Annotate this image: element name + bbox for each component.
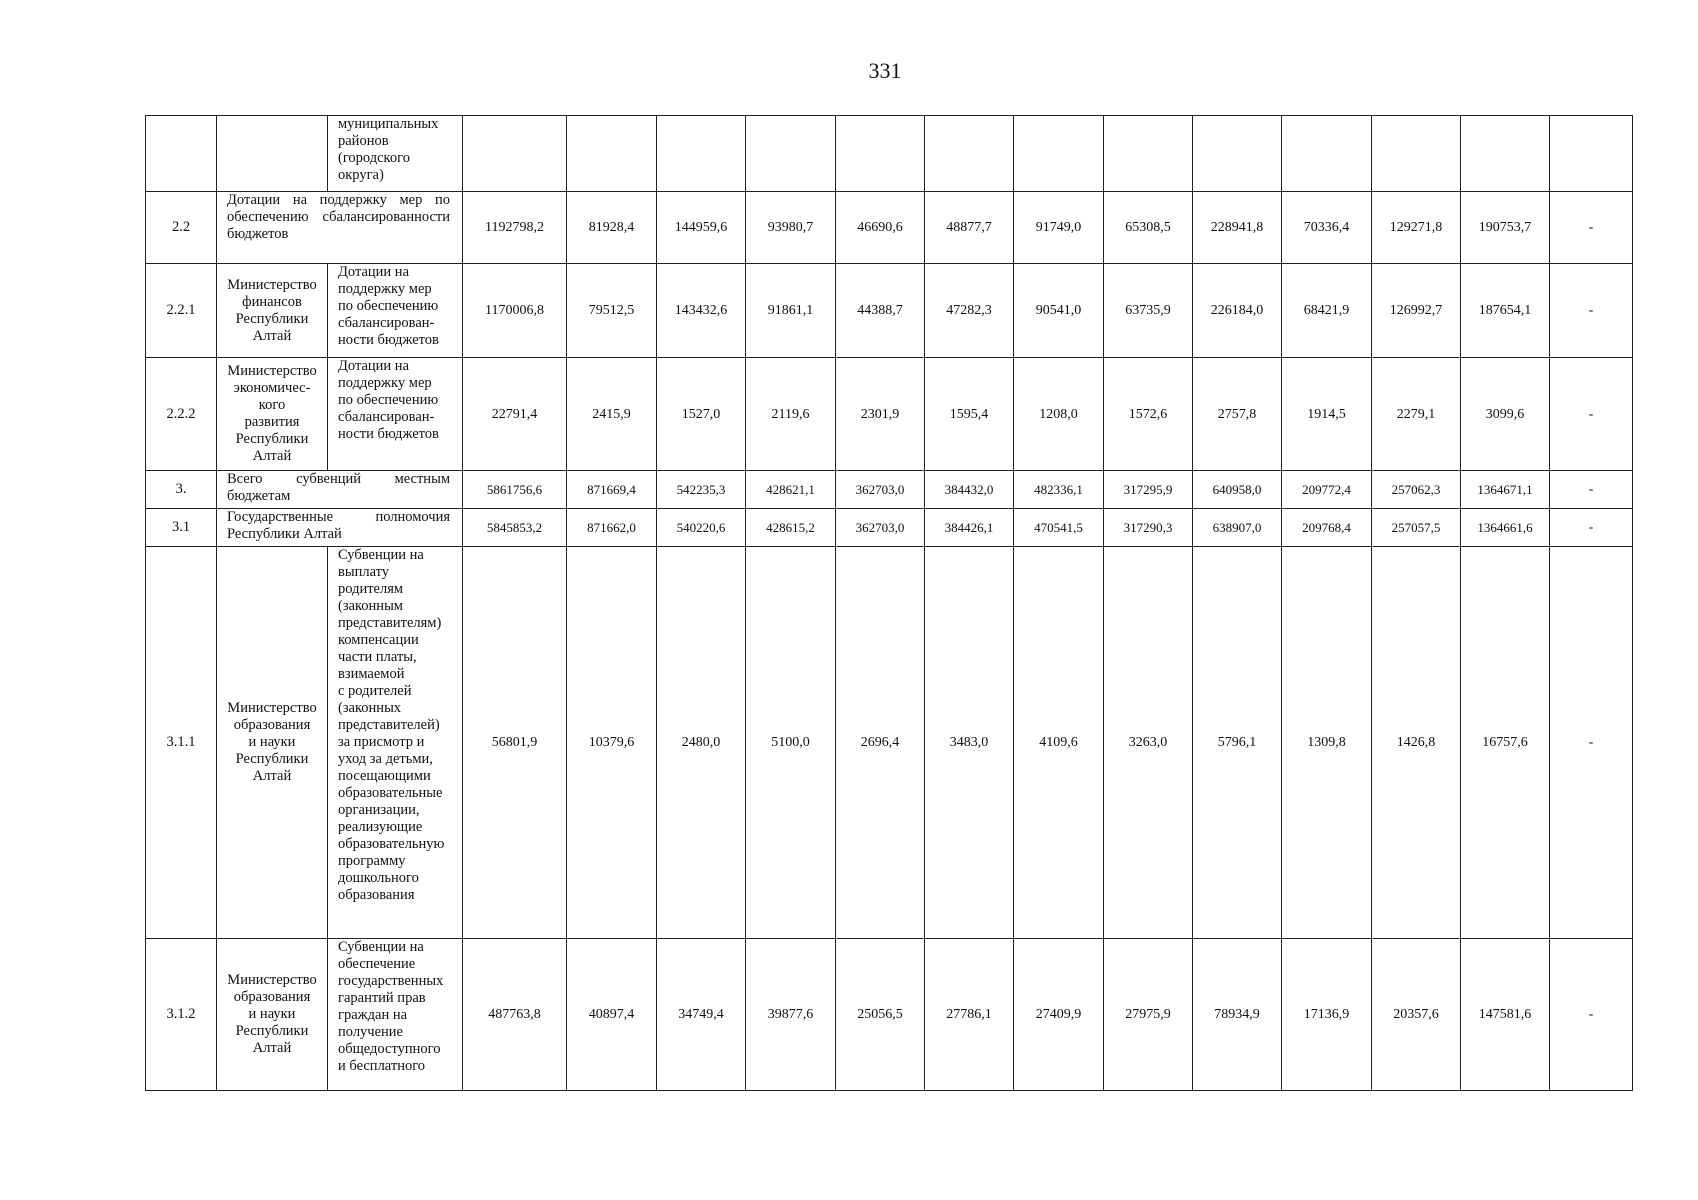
value-cell: 5100,0 (746, 547, 836, 939)
value-cell: 5861756,6 (463, 471, 567, 509)
value-cell (1282, 116, 1372, 192)
value-cell: 27409,9 (1014, 939, 1104, 1091)
value-cell: 48877,7 (925, 192, 1014, 264)
value-cell: 257062,3 (1372, 471, 1461, 509)
value-cell: 1364671,1 (1461, 471, 1550, 509)
row-code-cell: 3. (146, 471, 217, 509)
row-organization-cell: Министерство экономичес- кого развития Республики Алтай (217, 358, 328, 471)
table-row (146, 939, 1633, 1091)
value-cell: 3099,6 (1461, 358, 1550, 471)
value-cell: 487763,8 (463, 939, 567, 1091)
value-cell: 3483,0 (925, 547, 1014, 939)
value-cell: 27975,9 (1104, 939, 1193, 1091)
value-cell: 1364661,6 (1461, 509, 1550, 547)
value-cell: 5796,1 (1193, 547, 1282, 939)
row-code-cell: 2.2.2 (146, 358, 217, 471)
value-cell: 228941,8 (1193, 192, 1282, 264)
value-cell: 79512,5 (567, 264, 657, 358)
value-cell (925, 116, 1014, 192)
value-cell: 40897,4 (567, 939, 657, 1091)
value-cell: 2301,9 (836, 358, 925, 471)
table-row (146, 264, 1633, 358)
table-row (146, 509, 1633, 547)
value-cell: 428615,2 (746, 509, 836, 547)
value-cell: 22791,4 (463, 358, 567, 471)
table-row (146, 547, 1633, 939)
last-column-cell: - (1550, 547, 1633, 939)
last-column-cell: - (1550, 939, 1633, 1091)
value-cell: 16757,6 (1461, 547, 1550, 939)
value-cell (836, 116, 925, 192)
value-cell: 93980,7 (746, 192, 836, 264)
value-cell: 91749,0 (1014, 192, 1104, 264)
value-cell: 143432,6 (657, 264, 746, 358)
value-cell: 25056,5 (836, 939, 925, 1091)
value-cell: 638907,0 (1193, 509, 1282, 547)
last-column-cell: - (1550, 358, 1633, 471)
last-column-cell: - (1550, 509, 1633, 547)
value-cell: 63735,9 (1104, 264, 1193, 358)
value-cell: 226184,0 (1193, 264, 1282, 358)
value-cell (657, 116, 746, 192)
value-cell: 482336,1 (1014, 471, 1104, 509)
value-cell: 1914,5 (1282, 358, 1372, 471)
value-cell: 871662,0 (567, 509, 657, 547)
value-cell: 187654,1 (1461, 264, 1550, 358)
value-cell: 147581,6 (1461, 939, 1550, 1091)
last-column-cell: - (1550, 471, 1633, 509)
value-cell (567, 116, 657, 192)
value-cell: 190753,7 (1461, 192, 1550, 264)
value-cell (1104, 116, 1193, 192)
value-cell: 91861,1 (746, 264, 836, 358)
row-code-cell: 3.1 (146, 509, 217, 547)
value-cell: 362703,0 (836, 509, 925, 547)
value-cell: 2696,4 (836, 547, 925, 939)
value-cell: 1170006,8 (463, 264, 567, 358)
value-cell (746, 116, 836, 192)
row-description-cell: Всего субвенций местным бюджетам (217, 471, 463, 509)
value-cell: 470541,5 (1014, 509, 1104, 547)
value-cell: 46690,6 (836, 192, 925, 264)
row-code-cell: 2.2 (146, 192, 217, 264)
value-cell: 81928,4 (567, 192, 657, 264)
value-cell (1014, 116, 1104, 192)
value-cell: 27786,1 (925, 939, 1014, 1091)
value-cell: 1309,8 (1282, 547, 1372, 939)
value-cell: 34749,4 (657, 939, 746, 1091)
value-cell: 3263,0 (1104, 547, 1193, 939)
value-cell: 209772,4 (1282, 471, 1372, 509)
row-organization-cell (217, 116, 328, 192)
value-cell: 78934,9 (1193, 939, 1282, 1091)
value-cell: 2415,9 (567, 358, 657, 471)
value-cell: 126992,7 (1372, 264, 1461, 358)
table-body (146, 116, 1633, 1091)
value-cell: 90541,0 (1014, 264, 1104, 358)
value-cell: 56801,9 (463, 547, 567, 939)
row-code-cell: 3.1.1 (146, 547, 217, 939)
last-column-cell (1550, 116, 1633, 192)
value-cell: 44388,7 (836, 264, 925, 358)
table-row (146, 192, 1633, 264)
value-cell: 2757,8 (1193, 358, 1282, 471)
row-description-cell: муниципальных районов (городского округа) (328, 116, 463, 192)
value-cell: 428621,1 (746, 471, 836, 509)
row-organization-cell: Министерство образования и науки Республики Алтай (217, 939, 328, 1091)
value-cell (1193, 116, 1282, 192)
value-cell: 542235,3 (657, 471, 746, 509)
value-cell: 871669,4 (567, 471, 657, 509)
value-cell: 2279,1 (1372, 358, 1461, 471)
last-column-cell: - (1550, 192, 1633, 264)
value-cell: 640958,0 (1193, 471, 1282, 509)
value-cell: 70336,4 (1282, 192, 1372, 264)
value-cell: 2480,0 (657, 547, 746, 939)
value-cell: 1426,8 (1372, 547, 1461, 939)
value-cell: 209768,4 (1282, 509, 1372, 547)
page-number: 331 (868, 58, 902, 83)
value-cell: 17136,9 (1282, 939, 1372, 1091)
value-cell: 68421,9 (1282, 264, 1372, 358)
row-description-cell: Субвенции на выплату родителям (законным представителям) компенсации части платы, взимаемой с родителей (законных представителей) за присмотр и уход за детьми, посещающими образовательные организации, реализующие образовательную программу дошкольного образования (328, 547, 463, 939)
table-row (146, 116, 1633, 192)
value-cell: 4109,6 (1014, 547, 1104, 939)
row-description-cell: Дотации на поддержку мер по обеспечению сбалансирован- ности бюджетов (328, 358, 463, 471)
table-row (146, 358, 1633, 471)
value-cell: 317295,9 (1104, 471, 1193, 509)
value-cell: 10379,6 (567, 547, 657, 939)
value-cell: 1572,6 (1104, 358, 1193, 471)
value-cell (463, 116, 567, 192)
row-description-cell: Субвенции на обеспечение государственных гарантий прав граждан на получение общедоступного и бесплатного (328, 939, 463, 1091)
value-cell: 1208,0 (1014, 358, 1104, 471)
value-cell: 362703,0 (836, 471, 925, 509)
budget-table (145, 115, 1633, 1091)
row-code-cell: 3.1.2 (146, 939, 217, 1091)
value-cell (1461, 116, 1550, 192)
value-cell: 144959,6 (657, 192, 746, 264)
value-cell: 540220,6 (657, 509, 746, 547)
row-description-cell: Дотации на поддержку мер по обеспечению сбалансированности бюджетов (217, 192, 463, 264)
value-cell: 65308,5 (1104, 192, 1193, 264)
value-cell: 20357,6 (1372, 939, 1461, 1091)
value-cell: 1595,4 (925, 358, 1014, 471)
row-description-cell: Государственные полномочия Республики Алтай (217, 509, 463, 547)
row-code-cell: 2.2.1 (146, 264, 217, 358)
row-description-cell: Дотации на поддержку мер по обеспечению сбалансирован- ности бюджетов (328, 264, 463, 358)
row-organization-cell: Министерство образования и науки Республики Алтай (217, 547, 328, 939)
table-row (146, 471, 1633, 509)
value-cell: 39877,6 (746, 939, 836, 1091)
value-cell: 317290,3 (1104, 509, 1193, 547)
value-cell: 47282,3 (925, 264, 1014, 358)
last-column-cell: - (1550, 264, 1633, 358)
value-cell: 5845853,2 (463, 509, 567, 547)
row-organization-cell: Министерство финансов Республики Алтай (217, 264, 328, 358)
value-cell: 2119,6 (746, 358, 836, 471)
value-cell: 384426,1 (925, 509, 1014, 547)
value-cell: 1192798,2 (463, 192, 567, 264)
value-cell: 257057,5 (1372, 509, 1461, 547)
value-cell: 1527,0 (657, 358, 746, 471)
value-cell: 384432,0 (925, 471, 1014, 509)
value-cell: 129271,8 (1372, 192, 1461, 264)
value-cell (1372, 116, 1461, 192)
row-code-cell (146, 116, 217, 192)
